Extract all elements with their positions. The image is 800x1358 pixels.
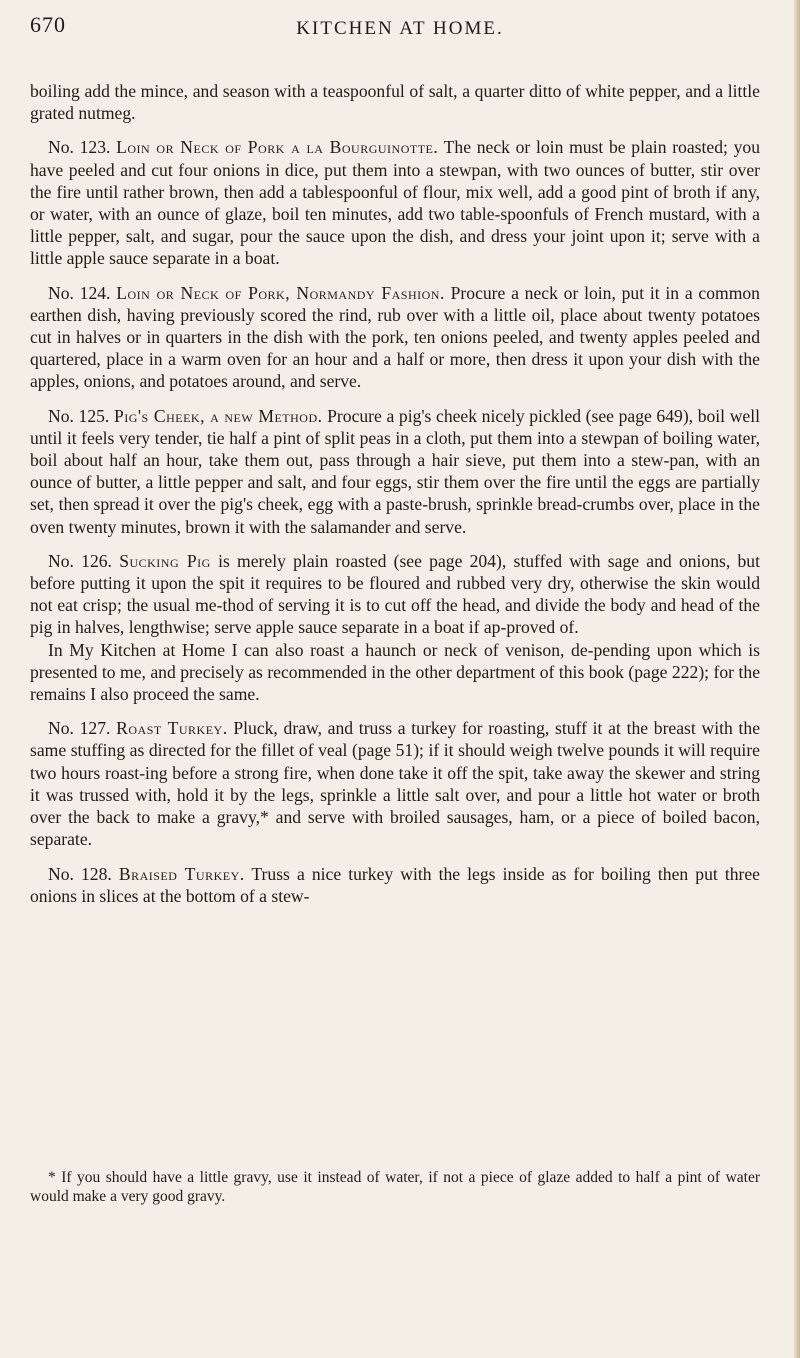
recipe-title: Loin or Neck of Pork a la Bourguinotte.: [116, 137, 439, 158]
recipe-number: No. 125.: [48, 405, 110, 426]
page-edge: [794, 0, 800, 1358]
recipe-text: Pluck, draw, and truss a turkey for roasting, stuff it at the breast with the same stuffing as directed for the fillet of veal (page 51); if it should weigh twelve pounds it will require two hours roast-ing before a strong fire, when done take it off the spit, take away the skewer and string it was trussed with, hold it by the legs, sprinkle a little salt over, and pour a little hot water or broth over the back to make a gravy,* and serve with broiled sausages, ham, or a piece of boiled bacon, separate.: [30, 718, 761, 850]
recipe-text: Procure a pig's cheek nicely pickled (see page 649), boil well until it feels very tender, tie half a pint of split peas in a cloth, put them into a stewpan of boiling water, boil about half an hour, take them out, pass through a hair sieve, put them into a stew-pan, with an ounce of butter, a little pepper and salt, and four eggs, stir them over the fire until the eggs are partially set, then spread it over the pig's cheek, egg with a paste-brush, sprinkle bread-crumbs over, place in the oven twenty minutes, brown it with the salamander and serve.: [30, 405, 760, 537]
recipe-number: No. 123.: [48, 137, 111, 158]
recipe-123: [30, 136, 760, 269]
body-text: [30, 80, 760, 919]
recipe-title: Sucking Pig: [119, 550, 211, 571]
recipe-number: No. 127.: [48, 718, 111, 739]
page-header: [20, 10, 780, 50]
recipe-title: Roast Turkey.: [116, 718, 228, 739]
recipe-title: Loin or Neck of Pork, Normandy Fashion.: [116, 282, 445, 303]
recipe-number: No. 124.: [48, 282, 111, 303]
recipe-text: The neck or loin must be plain roasted; you have peeled and cut four onions in dice, put them into a stewpan, with two ounces of butter, stir over the fire until rather brown, then add a tablespoonful of flour, mix well, add a good pint of broth if any, or water, with an ounce of glaze, boil ten minutes, add two table-spoonfuls of French mustard, with a little pepper, salt, and sugar, pour the sauce upon the dish, and dress your joint upon it; serve with a little apple sauce separate in a boat.: [30, 137, 760, 269]
recipe-124: [30, 282, 760, 393]
footnote: [30, 1168, 760, 1206]
recipe-title: Braised Turkey.: [118, 863, 245, 884]
recipe-title: Pig's Cheek, a new Method.: [113, 405, 323, 426]
recipe-126: [30, 550, 760, 639]
recipe-number: No. 126.: [48, 550, 112, 571]
recipe-text: Procure a neck or loin, put it in a common earthen dish, having previously scored the rind, rub over with a little oil, place about twenty potatoes cut in halves or in quarters in the dish with the pork, ten onions peeled, and twenty apples peeled and quartered, place in a warm oven for an hour and a half or more, then dress it upon your dish with the apples, onions, and potatoes around, and serve.: [30, 282, 760, 392]
page-number: 670: [30, 12, 66, 37]
recipe-number: No. 128.: [48, 863, 112, 884]
recipe-125: [30, 405, 760, 538]
footnote-text: * If you should have a little gravy, use it instead of water, if not a piece of glaze added to half a pint of water would make a very good gravy.: [30, 1169, 760, 1205]
recipe-text: is merely plain roasted (see page 204), stuffed with sage and onions, but before putting it upon the spit it requires to be floured and rubbed very dry, otherwise the skin would not eat crisp; the usual me-thod of serving it is to cut off the head, and divide the body and head of the pig in halves, lengthwise; serve apple sauce separate in a boat if ap-proved of.: [30, 550, 760, 638]
recipe-128: [30, 863, 760, 907]
recipe-text: Truss a nice turkey with the legs inside as for boiling then put three onions in slices at the bottom of a stew-: [30, 863, 760, 906]
running-head: KITCHEN AT HOME.: [296, 18, 504, 39]
recipe-127: [30, 717, 760, 850]
venison-note: In My Kitchen at Home I can also roast a haunch or neck of venison, de-pending upon which is presented to me, and precisely as recommended in the other department of this book (page 222); for the remains I also proceed the same.: [30, 639, 760, 705]
continuation-paragraph: boiling add the mince, and season with a teaspoonful of salt, a quarter ditto of white pepper, and a little grated nutmeg.: [30, 81, 760, 124]
